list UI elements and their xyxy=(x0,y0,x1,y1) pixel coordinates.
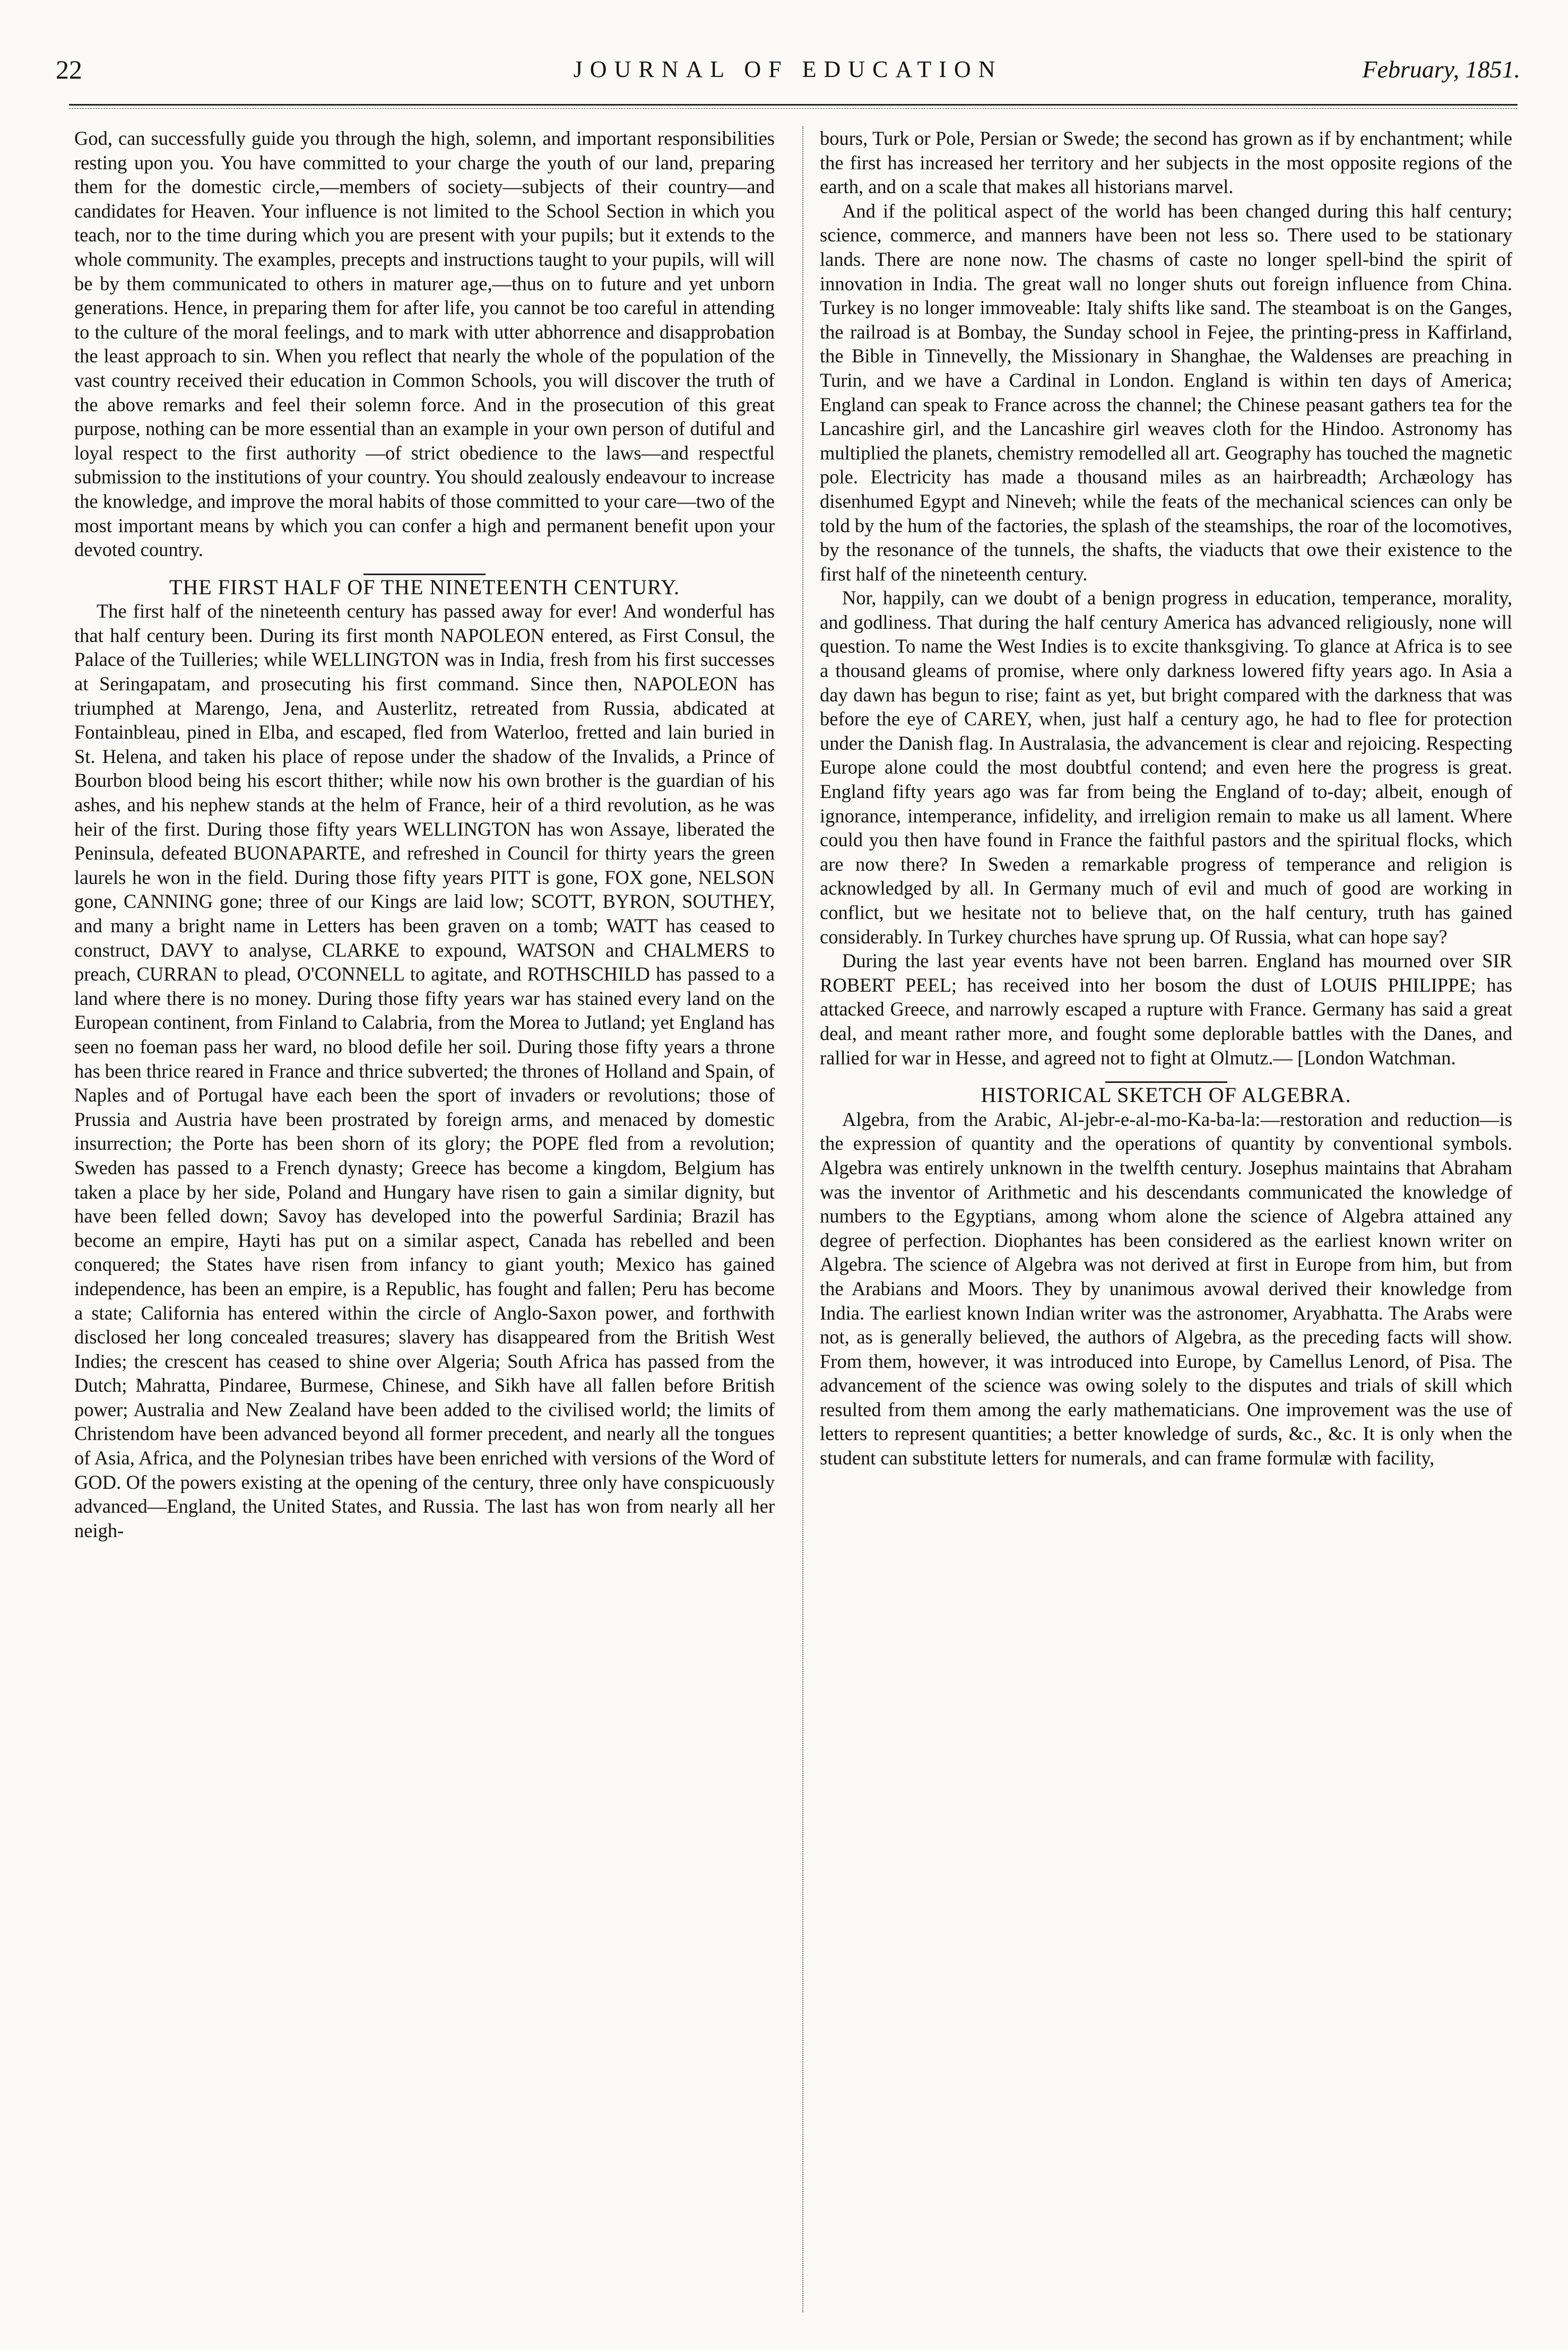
header-rule xyxy=(69,104,1518,106)
paragraph-benign-progress: Nor, happily, can we doubt of a benign progress in education, temperance, morality, and godliness. That during the half century America has advanced religiously, none will question. To name the West Indies is to excite thanksgiving. To glance at Africa is to see a thousand gleams of promise, where only darkness lowered fifty years ago. In Asia a day dawn has begun to rise; faint as yet, but bright compared with the darkness that was before the eye of CAREY, when, just half a century ago, he had to flee for protection under the Danish flag. In Australasia, the advancement is clear and rejoicing. Respecting Europe alone could the most doubtful contend; and even here the progress is great. England fifty years ago was far from being the England of to-day; albeit, enough of ignorance, intemperance, infidelity, and irreligion remain to make us all lament. Where could you then have found in France the faithful pastors and the spiritual flocks, which are now there? In Sweden a remarkable progress of temperance and religion is acknowledged by all. In Germany much of evil and much of good are working in conflict, but we hesitate not to believe that, on the half century, truth has gained considerably. In Turkey churches have sprung up. Of Russia, what can hope say? xyxy=(820,587,1512,948)
left-column xyxy=(74,126,775,1542)
column-divider xyxy=(802,126,803,2312)
paragraph-political-aspect: And if the political aspect of the world has been changed during this half century; science, commerce, and manners have been not less so. There used to be stationary lands. There are none now. The chasms of caste no longer spell-bind the spirit of innovation in India. The great wall no longer shuts out foreign influence from China. Turkey is no longer immoveable: Italy shifts like sand. The steamboat is on the Ganges, the railroad is at Bombay, the Sunday school in Fejee, the printing-press in Kaffirland, the Bible in Tinnevelly, the Missionary in Shanghae, the Waldenses are preaching in Turin, and we have a Cardinal in London. England is within ten days of America; England can speak to France across the channel; the Chinese peasant gathers tea for the Lancashire girl, and the Lancashire girl weaves cloth for the Hindoo. Astronomy has multiplied the planets, chemistry remodelled all art. Geography has touched the magnetic pole. Electricity has made a thousand miles as an hairbreadth; Archæology has disenhumed Egypt and Nineveh; while the feats of the mechanical sciences can only be told by the hum of the factories, the splash of the steamships, the roar of the locomotives, by the resonance of the tunnels, the shafts, the viaducts that owe their existence to the first half of the nineteenth century. xyxy=(820,200,1512,585)
right-column xyxy=(820,126,1512,1470)
running-header xyxy=(56,51,1520,88)
paragraph-first-half: The first half of the nineteenth century has passed away for ever! And wonderful has that half century been. During its first month NAPOLEON entered, as First Consul, the Palace of the Tuilleries; while WELLINGTON was in India, fresh from his first successes at Seringapatam, and prosecuting his first command. Since then, NAPOLEON has triumphed at Marengo, Jena, and Austerlitz, retreated from Russia, abdicated at Fontainbleau, pined in Elba, and escaped, fled from Waterloo, fretted and lain buried in St. Helena, and taken his place of repose under the shadow of the Invalids, a Prince of Bourbon blood being his escort thither; while now his own brother is the guardian of his ashes, and his nephew stands at the helm of France, heir of a third revolution, as he was heir of the first. During those fifty years WELLINGTON has won Assaye, liberated the Peninsula, defeated BUONAPARTE, and refreshed in Council for thirty years the green laurels he won in the field. During those fifty years PITT is gone, FOX gone, NELSON gone, CANNING gone; three of our Kings are laid low; SCOTT, BYRON, SOUTHEY, and many a bright name in Letters has been graven on a tomb; WATT has ceased to construct, DAVY to analyse, CLARKE to expound, WATSON and CHALMERS to preach, CURRAN to plead, O'CONNELL to agitate, and ROTHSCHILD has passed to a land where there is no money. During those fifty years war has stained every land on the European continent, from Finland to Calabria, from the Morea to Jutland; yet England has seen no foeman pass her ward, no blood defile her soil. During those fifty years a throne has been thrice reared in France and thrice subverted; the thrones of Holland and Spain, of Naples and of Portugal have each been the sport of invaders or revolutions; those of Prussia and Austria have been prostrated by foreign arms, and menaced by domestic insurrection; the Porte has been shorn of its glory; the POPE fled from a revolution; Sweden has passed to a French dynasty; Greece has become a kingdom, Belgium has taken a place by her side, Poland and Hungary have risen to gain a similar dignity, but have been felled down; Savoy has developed into the powerful Sardinia; Brazil has become an empire, Hayti has put on a similar aspect, Canada has rebelled and been conquered; the States have risen from infancy to giant youth; Mexico has gained independence, has been an empire, is a Republic, has fought and fallen; Peru has become a state; California has entered within the circle of Anglo-Saxon power, and forthwith disclosed her long concealed treasures; slavery has disappeared from the British West Indies; the crescent has ceased to shine over Algeria; South Africa has passed from the Dutch; Mahratta, Pindaree, Burmese, Chinese, and Sikh have all fallen before British power; Australia and New Zealand have been added to the civilised world; the limits of Christendom have been advanced beyond all former precedent, and nearly all the tongues of Asia, Africa, and the Polynesian tribes have been enriched with versions of the Word of GOD. Of the powers existing at the opening of the century, three only have conspicuously advanced—England, the United States, and Russia. The last has won from nearly all her neigh- xyxy=(74,600,775,1541)
section-heading-nineteenth-century: THE FIRST HALF OF THE NINETEENTH CENTURY. xyxy=(169,575,680,599)
page-number: 22 xyxy=(56,55,82,84)
paragraph-intro: God, can successfully guide you through the high, solemn, and important responsibilities resting upon you. You have committed to your charge the youth of our land, preparing them for the domestic circle,—members of society—subjects of their country—and candidates for Heaven. Your influence is not limited to the School Section in which you teach, nor to the time during which you are present with your pupils; but it extends to the whole community. The examples, precepts and instructions taught to your pupils, will will be by them communicated to others in maturer age,—thus on to future and yet unborn generations. Hence, in preparing them for after life, you cannot be too careful in attending to the culture of the moral feelings, and to mark with utter abhorrence and disapprobation the least approach to sin. When you reflect that nearly the whole of the population of the vast country received their education in Common Schools, you will discover the truth of the above remarks and feel their solemn force. And in the prosecution of this great purpose, nothing can be more essential than an example in your own person of dutiful and loyal respect to the first authority —of strict obedience to the laws—and respectful submission to the institutions of your country. You should zealously endeavour to increase the knowledge, and improve the moral habits of those committed to your care—two of the most important means by which you can confer a high and permanent benefit upon your devoted country. xyxy=(74,127,775,561)
paragraph-continuation: bours, Turk or Pole, Persian or Swede; the second has grown as if by enchantment; while the first has increased her territory and her subjects in the most opposite regions of the earth, and on a scale that makes all historians marvel. xyxy=(820,127,1512,198)
paragraph-last-year: During the last year events have not been barren. England has mourned over SIR ROBERT PEEL; has received into her bosom the dust of LOUIS PHILIPPE; has attacked Greece, and narrowly escaped a rupture with France. Germany has said a great deal, and meant rather more, and fought some deplorable battles with the Danes, and rallied for war in Hesse, and agreed not to fight at Olmutz.— [London Watchman. xyxy=(820,950,1512,1069)
paragraph-algebra: Algebra, from the Arabic, Al-jebr-e-al-mo-Ka-ba-la:—restoration and reduction—is the expression of quantity and the operations of quantity by conventional symbols. Algebra was entirely unknown in the twelfth century. Josephus maintains that Abraham was the inventor of Arithmetic and his descendants communicated the knowledge of numbers to the Egyptians, among whom alone the science of Algebra attained any degree of perfection. Diophantes has been considered as the earliest known writer on Algebra. The science of Algebra was not derived at first in Europe from him, but from the Arabians and Moors. They by unanimous avowal derived their knowledge from India. The earliest known Indian writer was the astronomer, Aryabhatta. The Arabs were not, as is generally believed, the authors of Algebra, as the preceding facts will show. From them, however, it was introduced into Europe, by Camellus Lenord, of Pisa. The advancement of the science was owing solely to the disputes and trials of skill which resulted from them among the early mathematicians. One improvement was the use of letters to represent quantities; a better knowledge of surds, &c., &c. It is only when the student can substitute letters for numerals, and can frame formulæ with facility, xyxy=(820,1108,1512,1469)
issue-date: February, 1851. xyxy=(1362,56,1520,83)
section-heading-algebra: HISTORICAL SKETCH OF ALGEBRA. xyxy=(981,1083,1352,1107)
header-rule-dashed xyxy=(69,108,1518,109)
journal-title: JOURNAL OF EDUCATION xyxy=(573,56,1003,82)
